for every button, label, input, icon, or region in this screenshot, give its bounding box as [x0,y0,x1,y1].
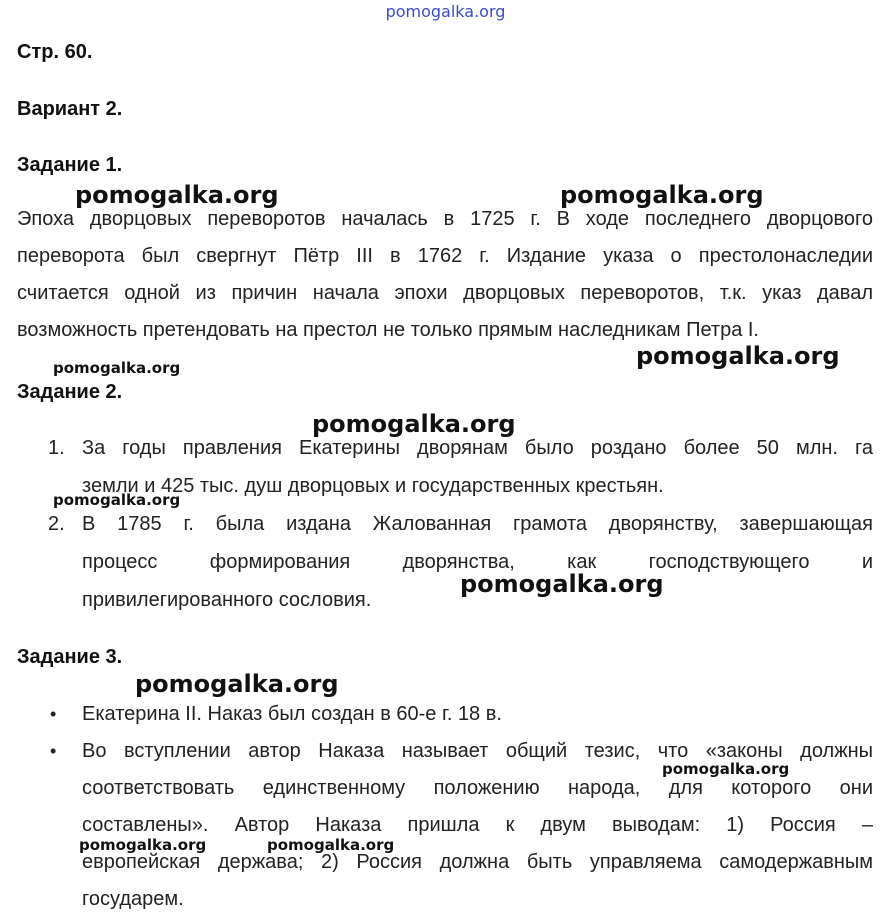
task1-text [17,201,873,349]
bullet-icon: • [50,741,57,761]
text-line: Екатерина II. Наказ был создан в 60-е г. 18 в. [82,703,502,725]
text-line: возможность претендовать на престол не только прямым наследникам Петра I. [17,319,759,341]
watermark: pomogalka.org [460,570,664,598]
watermark: pomogalka.org [560,181,764,209]
text-line: соответствовать единственному положению народа, для которого они [82,777,873,799]
task2-title: Задание 2. [17,381,123,403]
text-line: государем. [82,888,184,910]
watermark: pomogalka.org [53,491,181,509]
text-line: составлены». Автор Наказа пришла к двум выводам: 1) Россия – [82,814,873,836]
task3-title: Задание 3. [17,646,123,668]
site-url-header[interactable]: pomogalka.org [385,2,506,21]
text-line: За годы правления Екатерины дворянам было роздано более 50 млн. га [82,437,873,459]
task2-numbered-list [0,429,891,619]
watermark: pomogalka.org [79,836,207,854]
text-line: привилегированного сословия. [82,589,372,611]
text-line: Эпоха дворцовых переворотов началась в 1725 г. В ходе последнего дворцового [17,208,873,230]
list-number: 2. [48,513,65,535]
task3-bullet-list [0,695,891,918]
text-line: В 1785 г. была издана Жалованная грамота дворянству, завершающая [82,513,873,535]
text-line: европейская держава; 2) Россия должна быть управляема самодержавным [82,851,873,873]
list-item [0,695,891,733]
watermark: pomogalka.org [662,760,790,778]
watermark: pomogalka.org [267,836,395,854]
watermark: pomogalka.org [636,342,840,370]
watermark: pomogalka.org [75,181,279,209]
text-line: земли и 425 тыс. душ дворцовых и государственных крестьян. [82,475,664,497]
bullet-icon: • [50,704,57,724]
text-line: переворота был свергнут Пётр III в 1762 г. Издание указа о престолонаследии [17,245,873,267]
text-line: Во вступлении автор Наказа называет общий тезис, что «законы должны [82,740,873,762]
variant-title: Вариант 2. [17,98,123,120]
watermark: pomogalka.org [312,410,516,438]
page-number: Стр. 60. [17,41,93,63]
watermark: pomogalka.org [135,670,339,698]
watermark: pomogalka.org [53,359,181,377]
text-line: считается одной из причин начала эпохи дворцовых переворотов, т.к. указ давал [17,282,873,304]
task1-title: Задание 1. [17,154,123,176]
text-line: процесс формирования дворянства, как господствующего и [82,551,873,573]
list-item [0,505,891,619]
list-number: 1. [48,437,65,459]
